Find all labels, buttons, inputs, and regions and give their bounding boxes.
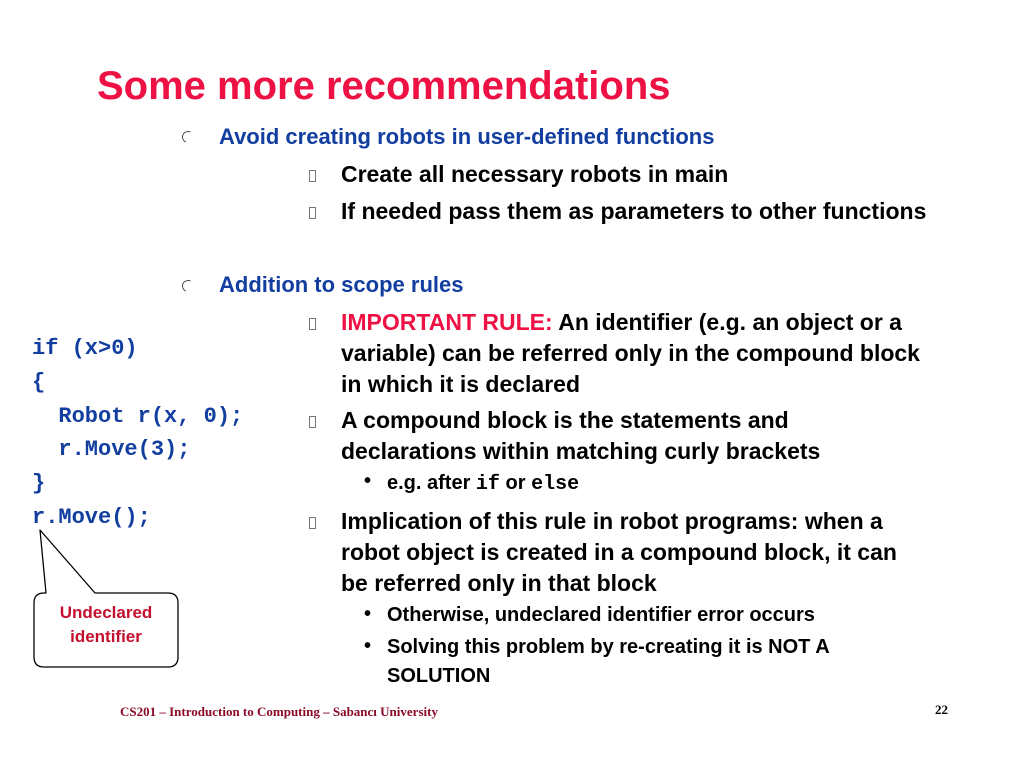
slide-title: Some more recommendations xyxy=(97,64,671,108)
compound-block-text: A compound block is the statements and declarations within matching curly brackets xyxy=(341,407,821,464)
important-rule-text: IMPORTANT RULE: An identifier (e.g. an object or a variable) can be referred only in the compound block in which it is declared xyxy=(341,309,920,397)
dot-bullet-icon: • xyxy=(364,470,372,492)
callout-text: Undeclared identifier xyxy=(59,603,153,646)
code-line: { xyxy=(32,369,46,395)
important-rule-label: IMPORTANT RULE: xyxy=(341,309,553,335)
code-line: r.Move(); xyxy=(32,504,151,530)
dot-bullet-icon: • xyxy=(364,635,372,657)
dot-bullet-icon: • xyxy=(364,603,372,625)
example-text: e.g. after if or else xyxy=(387,472,580,496)
point-1-heading: Avoid creating robots in user-defined functions xyxy=(219,124,715,149)
implication-bullet-2: Solving this problem by re-creating it is NOT A SOLUTION xyxy=(387,636,830,687)
code-line: if (x>0) xyxy=(32,336,138,361)
implication-text: Implication of this rule in robot programs: when a robot object is created in a compound block, it can be referred only in that block xyxy=(341,508,897,596)
point-1-sub-2: If needed pass them as parameters to other functions xyxy=(341,198,927,224)
code-line: Robot r(x, 0); xyxy=(32,403,244,429)
code-line: r.Move(3); xyxy=(32,437,191,463)
implication-bullet-1: Otherwise, undeclared identifier error occurs xyxy=(387,604,815,626)
code-line: } xyxy=(32,471,46,497)
point-1-sub-1: Create all necessary robots in main xyxy=(341,161,729,187)
footer-text: CS201 – Introduction to Computing – Sabancı University xyxy=(120,704,438,719)
page-number: 22 xyxy=(935,702,948,717)
point-2-heading: Addition to scope rules xyxy=(219,272,464,297)
